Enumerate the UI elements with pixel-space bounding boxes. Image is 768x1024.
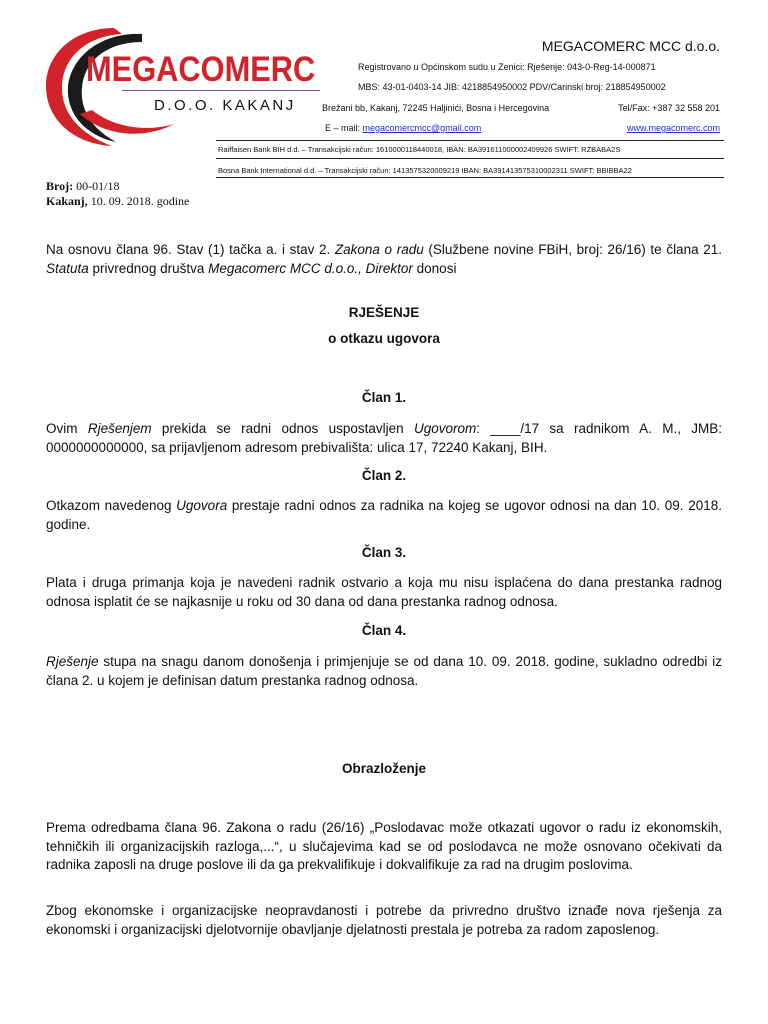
article-emphasis: Ugovora	[176, 498, 228, 513]
email-line	[325, 123, 481, 133]
reasoning-heading: Obrazloženje	[341, 761, 427, 776]
intro-text: (Službene novine FBiH, broj: 26/16) te člana 21.	[423, 242, 722, 257]
article-text: : ____/17 sa radnikom A. M., JMB: 0000000000000, sa prijavljenom adresom prebivališta: ulica 17, 72240 Kakanj, BIH.	[46, 421, 723, 455]
intro-text: Na osnovu člana 96. Stav (1) tačka a. i stav 2.	[46, 242, 335, 257]
article-4-heading: Član 4.	[361, 623, 407, 638]
article-emphasis: Rješenje	[46, 654, 99, 669]
bank-line-1: Raiffaisen Bank BIH d.d. – Transakcijski račun: 1610000118440018, IBAN: BA391611000002409926 SWIFT: RZBABA2S	[218, 145, 621, 154]
registration-info: Registrovano u Općinskom sudu u Zenici: Rješenje: 043-0-Reg-14-000871	[358, 62, 656, 72]
broj-label: Broj:	[46, 179, 74, 193]
place-label: Kakanj,	[46, 194, 88, 208]
article-text: Ovim	[46, 421, 88, 436]
article-1-text	[46, 420, 722, 457]
logo-wordmark: MEGACOMERC	[86, 50, 316, 89]
document-place-date	[46, 194, 189, 209]
header-divider-1	[216, 140, 724, 141]
intro-company: Megacomerc MCC d.o.o., Direktor	[208, 260, 413, 276]
article-emphasis: Rješenjem	[87, 421, 152, 436]
company-name: MEGACOMERC MCC d.o.o.	[541, 38, 720, 54]
article-text: prestaje radni odnos za radnika na kojeg se ugovor odnosi na dan 10. 09. 2018. godine.	[46, 498, 722, 532]
intro-law: Zakona o radu	[334, 242, 424, 257]
tel-fax: Tel/Fax: +387 32 558 201	[618, 103, 720, 113]
header-divider-2	[216, 158, 724, 159]
header-divider-3	[216, 177, 724, 178]
website-line	[627, 123, 720, 133]
intro-text: privrednog društva	[88, 260, 209, 276]
logo-divider	[122, 90, 320, 91]
website-link[interactable]: www.megacomerc.com	[626, 123, 720, 133]
email-label: E – mail:	[325, 123, 361, 133]
article-4-text	[46, 653, 722, 690]
bank-line-2: Bosna Bank International d.d. – Transakcijski račun: 1413575320009219 IBAN: BA391413575310002311 SWIFT: BBIBBA22	[218, 166, 632, 175]
reasoning-paragraph-2: Zbog ekonomske i organizacijske neopravdanosti i potrebe da privredno društvo iznađe nova rješenja za ekonomski i organizacijski djelotvornije obavljanje djelatnosti prestala je potreba za radom zaposlenog.	[46, 903, 722, 937]
article-emphasis: Ugovorom	[413, 421, 477, 436]
article-1-heading: Član 1.	[361, 390, 407, 405]
id-numbers: MBS: 43-01-0403-14 JIB: 4218854950002 PDV/Carinski broj: 218854950002	[358, 82, 666, 92]
intro-text: donosi	[412, 260, 457, 276]
intro-statute: Statuta	[46, 260, 89, 276]
article-3-heading: Član 3.	[361, 545, 407, 560]
article-text: prekida se radni odnos uspostavljen	[151, 421, 414, 436]
document-subtitle: o otkazu ugovora	[328, 331, 440, 346]
company-logo	[44, 24, 334, 148]
date-value: 10. 09. 2018. godine	[87, 194, 190, 208]
intro-paragraph	[46, 241, 722, 278]
document-number	[46, 179, 119, 194]
article-2-text	[46, 497, 722, 534]
article-2-heading: Član 2.	[361, 468, 407, 483]
article-3-text: Plata i druga primanja koja je navedeni radnik ostvario a koja mu nisu isplaćena do dana prestanka radnog odnosa isplatit će se najkasnije u roku od 30 dana od dana prestanka radnog odnosa.	[46, 575, 722, 609]
company-address: Brežani bb, Kakanj, 72245 Haljinići, Bosna i Hercegovina	[322, 103, 550, 113]
reasoning-paragraph-1: Prema odredbama člana 96. Zakona o radu (26/16) „Poslodavac može otkazati ugovor o radu iz ekonomskih, tehničkih ili organizacijskih razloga,...“, u slučajevima kad se od poslodavca ne može osnovano očekivati da radnika zaposli na druge poslove ili da ga prekvalifikuje i dokvalifikuje za rad na drugim poslovima.	[46, 820, 722, 872]
email-link[interactable]: megacomercmcc@gmail.com	[362, 123, 482, 133]
article-text: Otkazom navedenog	[46, 498, 177, 513]
logo-subtitle: D.O.O. KAKANJ	[154, 97, 296, 114]
article-text: stupa na snagu danom donošenja i primjenjuje se od dana 10. 09. 2018. godine, sukladno odredbi iz člana 2. u kojem je definisan datum prestanka radnog odnosa.	[46, 654, 722, 688]
document-title: RJEŠENJE	[348, 305, 420, 320]
broj-value: 00-01/18	[73, 179, 120, 193]
